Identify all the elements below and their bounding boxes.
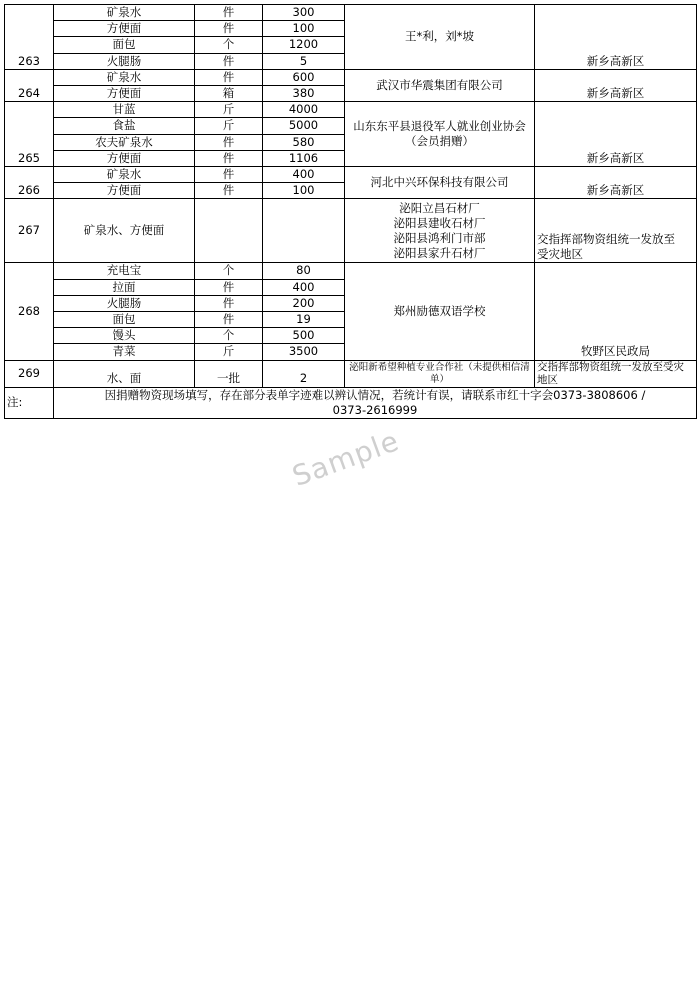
donor-name: 武汉市华震集团有限公司 <box>345 69 535 101</box>
item-unit: 件 <box>195 295 263 311</box>
item-name: 充电宝 <box>54 263 195 279</box>
recipient-line: 受灾地区 <box>537 247 583 262</box>
table-row <box>5 199 697 263</box>
donor-line: 山东东平县退役军人就业创业协会 <box>353 118 526 133</box>
item-unit: 件 <box>195 53 263 69</box>
item-qty: 19 <box>263 312 345 328</box>
item-qty: 5 <box>263 53 345 69</box>
row-number: 268 <box>5 263 54 360</box>
row-number: 266 <box>5 167 54 199</box>
donor-line: 泌阳县建收石材厂 <box>393 215 486 230</box>
item-unit: 件 <box>195 69 263 85</box>
item-name: 青菜 <box>54 344 195 360</box>
item-name: 矿泉水 <box>54 5 195 21</box>
recipient: 新乡高新区 <box>535 102 697 167</box>
item-name: 水、面 <box>54 360 195 387</box>
item-qty: 500 <box>263 328 345 344</box>
item-qty: 100 <box>263 21 345 37</box>
item-name: 方便面 <box>54 86 195 102</box>
recipient <box>535 199 697 263</box>
recipient: 新乡高新区 <box>535 167 697 199</box>
table-row <box>5 69 697 85</box>
item-name: 拉面 <box>54 279 195 295</box>
item-qty: 3500 <box>263 344 345 360</box>
table-row <box>5 102 697 118</box>
donor-name <box>345 199 535 263</box>
item-qty: 400 <box>263 279 345 295</box>
item-unit: 件 <box>195 183 263 199</box>
donor-name: 泌阳新希望种植专业合作社（未提供相信清单） <box>345 360 535 387</box>
row-number: 265 <box>5 102 54 167</box>
sample-watermark: Sample <box>288 424 404 494</box>
donation-table <box>4 4 697 419</box>
item-name: 食盐 <box>54 118 195 134</box>
item-qty: 600 <box>263 69 345 85</box>
item-name: 方便面 <box>54 21 195 37</box>
item-name: 火腿肠 <box>54 295 195 311</box>
donor-line: （会员捐赠） <box>405 134 474 149</box>
table-row <box>5 360 697 387</box>
item-unit: 件 <box>195 134 263 150</box>
note-label: 注: <box>5 387 54 418</box>
donor-name <box>345 102 535 167</box>
table-row <box>5 263 697 279</box>
item-unit <box>195 199 263 263</box>
item-unit: 件 <box>195 5 263 21</box>
donor-name: 郑州励德双语学校 <box>345 263 535 360</box>
item-unit: 斤 <box>195 118 263 134</box>
donor-line: 泌阳县鸿利门市部 <box>393 230 486 245</box>
item-name: 馒头 <box>54 328 195 344</box>
item-name: 方便面 <box>54 183 195 199</box>
item-name: 矿泉水 <box>54 167 195 183</box>
item-name: 甘蓝 <box>54 102 195 118</box>
item-name: 火腿肠 <box>54 53 195 69</box>
table-row <box>5 5 697 21</box>
recipient: 新乡高新区 <box>535 69 697 101</box>
note-line: 0373-2616999 <box>332 402 418 417</box>
row-number: 267 <box>5 199 54 263</box>
item-name: 方便面 <box>54 150 195 166</box>
row-number: 264 <box>5 69 54 101</box>
item-unit: 件 <box>195 312 263 328</box>
item-unit: 个 <box>195 37 263 53</box>
item-unit: 个 <box>195 328 263 344</box>
recipient: 新乡高新区 <box>535 5 697 70</box>
item-qty: 1200 <box>263 37 345 53</box>
item-name: 面包 <box>54 312 195 328</box>
item-unit: 个 <box>195 263 263 279</box>
item-qty: 1106 <box>263 150 345 166</box>
item-qty: 100 <box>263 183 345 199</box>
donor-name: 王*利，刘*坡 <box>345 5 535 70</box>
item-unit: 件 <box>195 21 263 37</box>
item-unit: 斤 <box>195 102 263 118</box>
item-name: 矿泉水 <box>54 69 195 85</box>
item-qty: 580 <box>263 134 345 150</box>
recipient: 交指挥部物资组统一发放至受灾地区 <box>535 360 697 387</box>
note-row <box>5 387 697 418</box>
item-qty: 5000 <box>263 118 345 134</box>
recipient-line: 交指挥部物资组统一发放至 <box>537 232 675 247</box>
table-row <box>5 167 697 183</box>
item-unit: 一批 <box>195 360 263 387</box>
item-unit: 斤 <box>195 344 263 360</box>
row-number: 269 <box>5 360 54 387</box>
item-name: 矿泉水、方便面 <box>54 199 195 263</box>
item-qty: 4000 <box>263 102 345 118</box>
donor-name: 河北中兴环保科技有限公司 <box>345 167 535 199</box>
item-unit: 箱 <box>195 86 263 102</box>
donor-line: 泌阳立昌石材厂 <box>399 200 480 215</box>
note-text <box>54 387 697 418</box>
item-unit: 件 <box>195 167 263 183</box>
item-qty: 400 <box>263 167 345 183</box>
item-name: 农夫矿泉水 <box>54 134 195 150</box>
recipient: 牧野区民政局 <box>535 263 697 360</box>
item-qty: 2 <box>263 360 345 387</box>
donor-line: 泌阳县家升石材厂 <box>393 246 486 261</box>
note-line: 因捐赠物资现场填写，存在部分表单字迹难以辨认情况，若统计有误，请联系市红十字会0373-3808606 / <box>104 387 646 402</box>
item-unit: 件 <box>195 279 263 295</box>
item-qty: 80 <box>263 263 345 279</box>
item-qty <box>263 199 345 263</box>
item-unit: 件 <box>195 150 263 166</box>
item-qty: 300 <box>263 5 345 21</box>
row-number: 263 <box>5 5 54 70</box>
item-qty: 380 <box>263 86 345 102</box>
item-qty: 200 <box>263 295 345 311</box>
item-name: 面包 <box>54 37 195 53</box>
